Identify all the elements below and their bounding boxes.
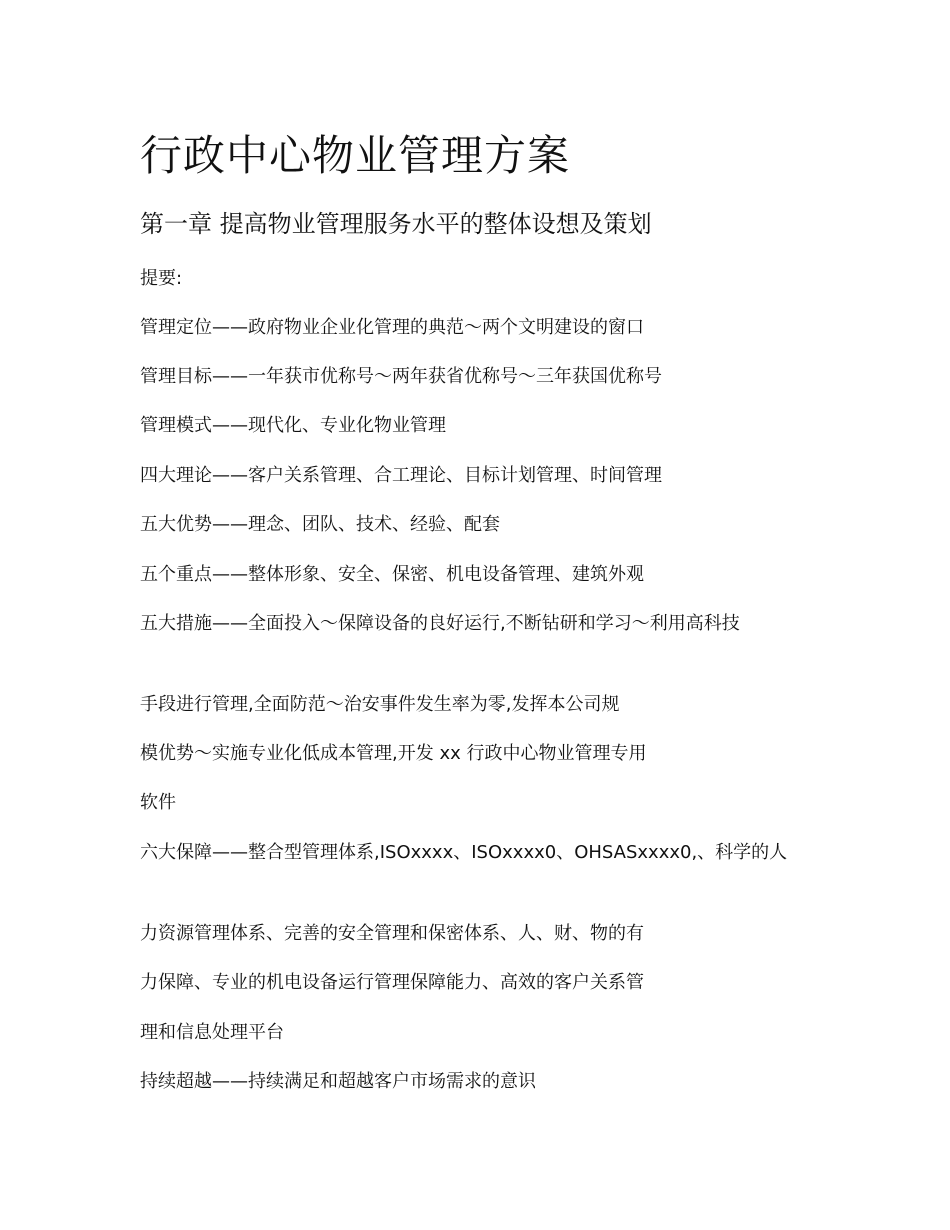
paragraph-line: 模优势～实施专业化低成本管理,开发 xx 行政中心物业管理专用 <box>140 743 647 764</box>
paragraph-line: 理和信息处理平台 <box>140 1022 284 1043</box>
paragraph-management-mode: 管理模式——现代化、专业化物业管理 <box>140 415 446 436</box>
paragraph-line: 手段进行管理,全面防范～治安事件发生率为零,发挥本公司规 <box>140 694 620 715</box>
paragraph-five-measures: 五大措施——全面投入～保障设备的良好运行,不断钻研和学习～利用高科技 <box>140 613 740 634</box>
paragraph-line: 软件 <box>140 792 176 813</box>
paragraph-summary-label: 提要: <box>140 268 183 289</box>
document-title: 行政中心物业管理方案 <box>140 131 571 180</box>
paragraph-line: 力保障、专业的机电设备运行管理保障能力、高效的客户关系管 <box>140 972 644 993</box>
chapter-heading: 第一章 提高物业管理服务水平的整体设想及策划 <box>140 210 652 238</box>
paragraph-management-positioning: 管理定位——政府物业企业化管理的典范～两个文明建设的窗口 <box>140 317 644 338</box>
paragraph-continuous-surpassing: 持续超越——持续满足和超越客户市场需求的意识 <box>140 1071 536 1092</box>
paragraph-five-advantages: 五大优势——理念、团队、技术、经验、配套 <box>140 514 500 535</box>
paragraph-line: 力资源管理体系、完善的安全管理和保密体系、人、财、物的有 <box>140 923 644 944</box>
paragraph-five-key-points: 五个重点——整体形象、安全、保密、机电设备管理、建筑外观 <box>140 564 644 585</box>
paragraph-four-theories: 四大理论——客户关系管理、合工理论、目标计划管理、时间管理 <box>140 465 662 486</box>
paragraph-management-goals: 管理目标——一年获市优称号～两年获省优称号～三年获国优称号 <box>140 366 662 387</box>
paragraph-six-guarantees: 六大保障——整合型管理体系,ISOxxxx、ISOxxxx0、OHSASxxxx0,、科学的人 <box>140 842 788 863</box>
